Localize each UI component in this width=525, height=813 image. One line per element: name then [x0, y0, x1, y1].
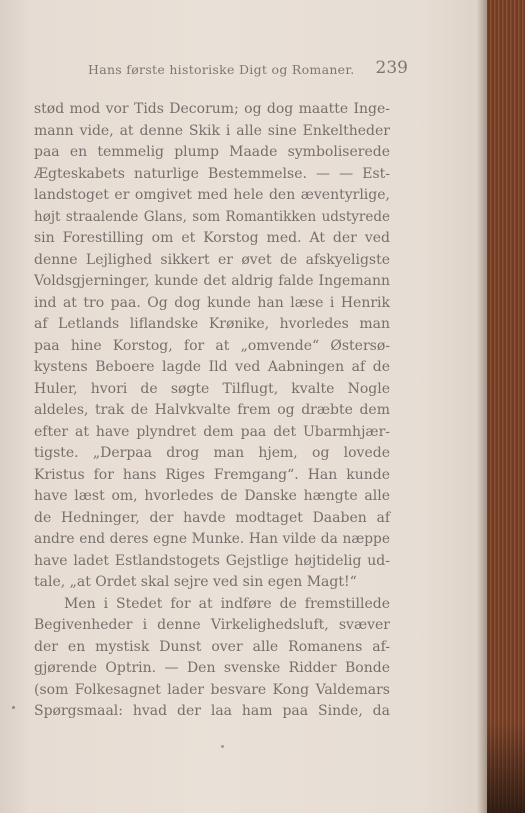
- text-line: denne Lejlighed sikkert er øvet de afskyeligste: [34, 251, 390, 268]
- text-line: sin Forestilling om et Korstog med. At der ved: [34, 230, 390, 246]
- text-line: mann vide, at denne Skik i alle sine Enkeltheder: [34, 122, 390, 139]
- text-line: højt straalende Glans, som Romantikken udstyrede: [34, 208, 390, 225]
- text-line: Spørgsmaal: hvad der laa ham paa Sinde, da: [34, 703, 390, 719]
- text-line: aldeles, trak de Halvkvalte frem og dræbte dem: [34, 402, 390, 418]
- text-line: de Hedninger, der havde modtaget Daaben af: [34, 509, 390, 526]
- text-line: paa hine Korstog, for at „omvende“ Østersø-: [34, 337, 390, 354]
- text-line: andre end deres egne Munke. Han vilde da næppe: [34, 531, 390, 547]
- margin-speck: [12, 706, 15, 709]
- body-text: [34, 99, 390, 723]
- text-line: stød mod vor Tids Decorum; og dog maatte Inge-: [34, 101, 390, 117]
- margin-speck: [221, 745, 224, 748]
- running-head: [36, 58, 408, 80]
- text-line: Men i Stedet for at indføre de fremstillede: [64, 595, 390, 612]
- text-line: efter at have plyndret dem paa det Ubarmhjær-: [34, 423, 390, 440]
- text-line: tale, „at Ordet skal sejre ved sin egen Magt!“: [34, 574, 357, 590]
- text-line: Begivenheder i denne Virkelighedsluft, svæver: [34, 617, 390, 633]
- text-line: have ladet Estlandstogets Gejstlige højtidelig ud-: [34, 552, 390, 569]
- page-edge-shadow: [477, 0, 487, 813]
- text-line: Voldsgjerninger, kunde det aldrig falde Ingemann: [34, 273, 390, 289]
- page-number: 239: [375, 58, 408, 78]
- text-line: der en mystisk Dunst over alle Romanens af-: [34, 638, 390, 655]
- text-line: ind at tro paa. Og dog kunde han læse i Henrik: [34, 294, 390, 311]
- running-title: Hans første historiske Digt og Romaner.: [88, 62, 355, 77]
- text-line: (som Folkesagnet lader besvare Kong Valdemars: [34, 681, 390, 698]
- text-line: Ægteskabets naturlige Bestemmelse. — — Est-: [34, 165, 390, 182]
- text-line: tigste. „Derpaa drog man hjem, og lovede: [34, 445, 390, 461]
- text-line: af Letlands liflandske Krønike, hvorledes man: [34, 316, 390, 332]
- bottom-shadow: [487, 723, 525, 813]
- text-line: landstoget er omgivet med hele den æventyrlige,: [34, 187, 390, 203]
- text-line: Kristus for hans Riges Fremgang“. Han kunde: [34, 466, 390, 483]
- page-edge-binding: [487, 0, 525, 813]
- text-line: Huler, hvori de søgte Tilflugt, kvalte Nogle: [34, 380, 390, 397]
- text-line: gjørende Optrin. — Den svenske Ridder Bonde: [34, 660, 390, 676]
- text-line: paa en temmelig plump Maade symboliserede: [34, 144, 390, 160]
- text-line: have læst om, hvorledes de Danske hængte alle: [34, 488, 390, 504]
- text-line: kystens Beboere lagde Ild ved Aabningen af de: [34, 359, 390, 375]
